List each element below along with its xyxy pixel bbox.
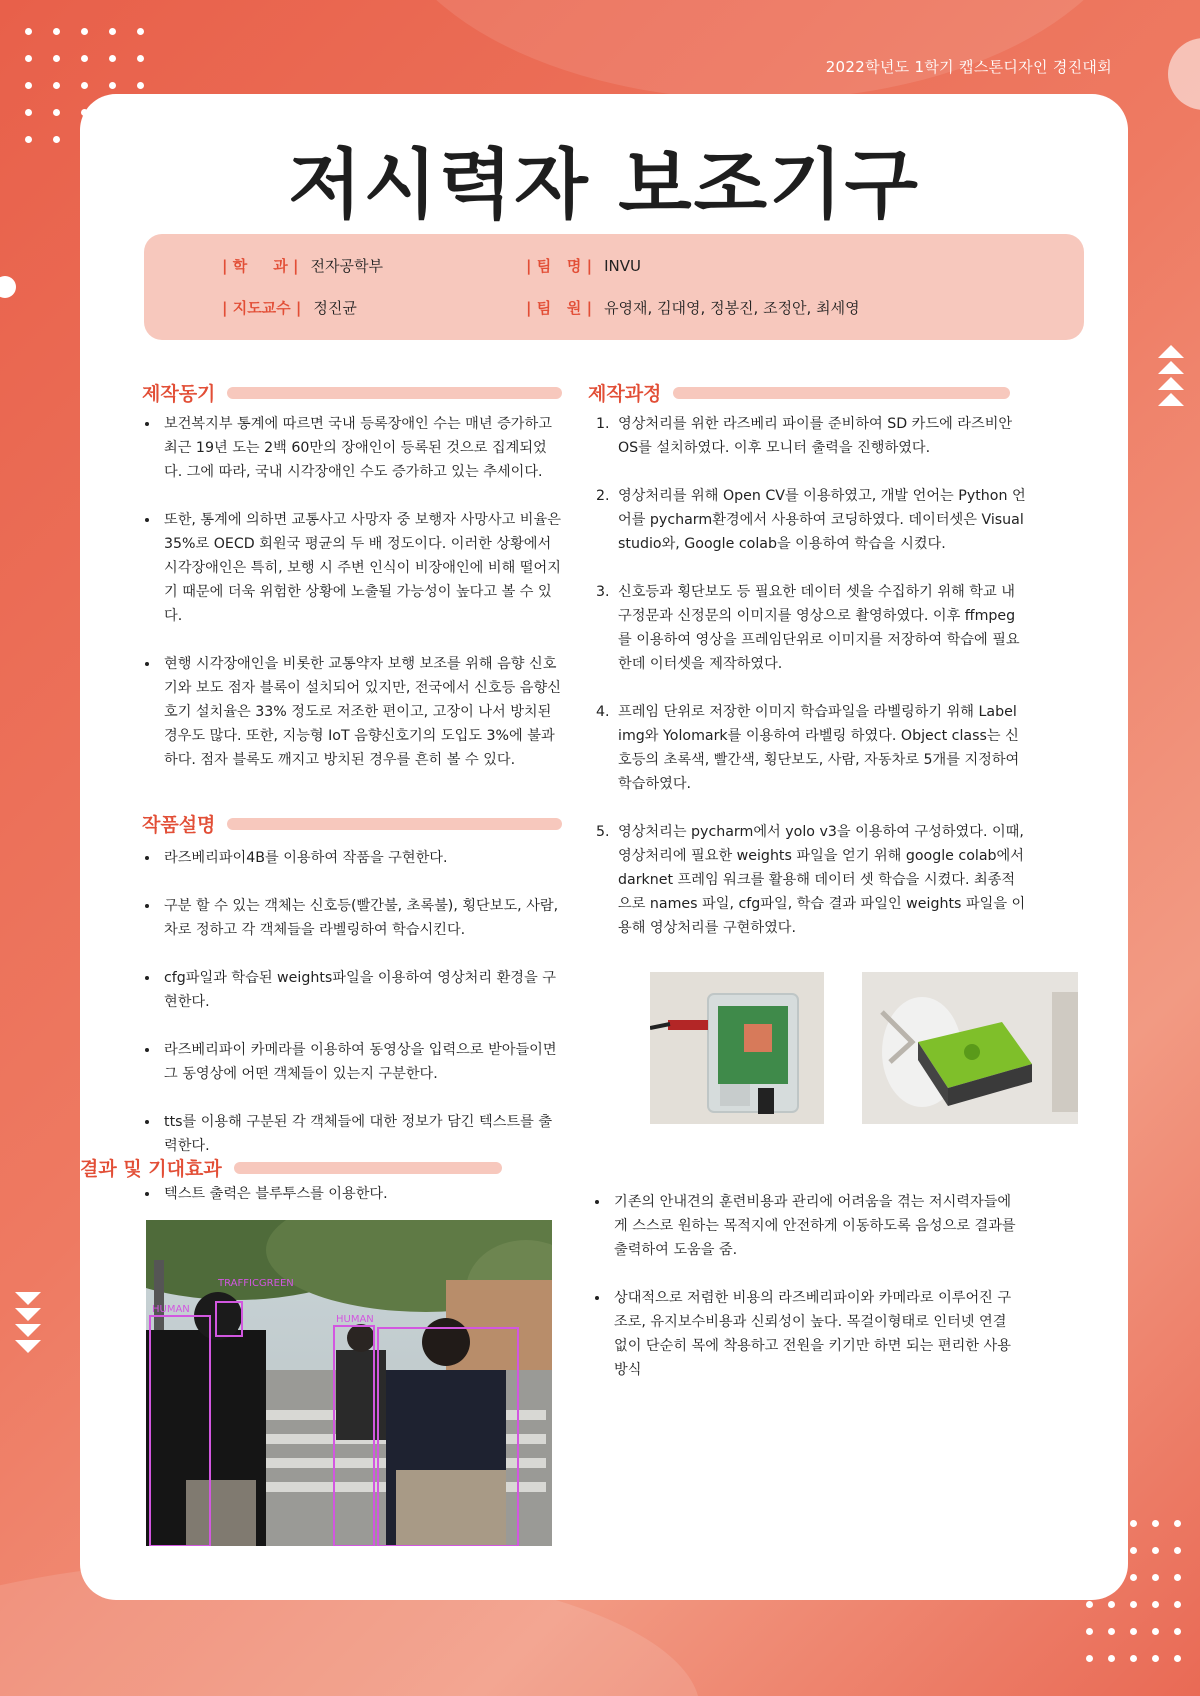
- list-item: 4. 프레임 단위로 저장한 이미지 학습파일을 라벨링하기 위해 Label img와 Yolomark를 이용하여 라벨링 하였다. Object class는 신호등의 초록색, 빨간색, 횡단보도, 사람, 자동차로 5개를 지정하여 학습하였다.: [614, 700, 1028, 796]
- info-team-members: [526, 297, 860, 318]
- decor-blob-top: [380, 0, 1140, 100]
- team-name-value: INVU: [604, 256, 641, 275]
- process-heading: [588, 379, 1010, 406]
- list-item: • 또한, 통계에 의하면 교통사고 사망자 중 보행자 사망사고 비율은 35%로 OECD 회원국 평균의 두 배 정도이다. 이러한 상황에서 시각장애인은 특히, 보행 시 주변 인식이 비장애인에 비해 떨어지기 때문에 더욱 위험한 상황에 노출될 가능성이 높다고 볼 수 있다.: [160, 508, 564, 628]
- street-crossing-image: [146, 1220, 552, 1546]
- team-name-label: | 팀 명 |: [526, 257, 593, 275]
- info-department: [222, 255, 383, 276]
- list-item: • tts를 이용해 구분된 각 객체들에 대한 정보가 담긴 텍스트를 출력한다.: [160, 1110, 564, 1158]
- department-value: 전자공학부: [310, 257, 383, 275]
- list-item: • 텍스트 출력은 블루투스를 이용한다.: [160, 1182, 564, 1206]
- advisor-value: 정진균: [313, 299, 357, 317]
- triangle-up-icon: [1156, 345, 1186, 409]
- list-item: • 구분 할 수 있는 객체는 신호등(빨간불, 초록불), 횡단보도, 사람, 차로 정하고 각 객체들을 라벨링하여 학습시킨다.: [160, 894, 564, 942]
- info-panel: [144, 234, 1084, 340]
- list-item: 1. 영상처리를 위한 라즈베리 파이를 준비하여 SD 카드에 라즈비안 OS를 설치하였다. 이후 모니터 출력을 진행하였다.: [614, 412, 1028, 460]
- heading-bar: [673, 387, 1010, 399]
- description-heading: [142, 810, 562, 837]
- raspberry-pi-board-photo: [650, 972, 824, 1124]
- motivation-heading-text: 제작동기: [142, 383, 216, 405]
- description-heading-text: 작품설명: [142, 814, 216, 836]
- poster-card: [80, 94, 1128, 1600]
- list-item: • 상대적으로 저렴한 비용의 라즈베리파이와 카메라로 이루어진 구조로, 유지보수비용과 신뢰성이 높다. 목걸이형태로 인터넷 연결 없이 단순히 목에 착용하고 전원을 키기만 하면 되는 편리한 사용 방식: [610, 1286, 1022, 1382]
- triangle-down-icon: [13, 1292, 43, 1356]
- list-item: 3. 신호등과 횡단보도 등 필요한 데이터 셋을 수집하기 위해 학교 내 구정문과 신정문의 이미지를 영상으로 촬영하였다. 이후 ffmpeg를 이용하여 영상을 프레임단위로 이미지를 저장하여 학습에 필요한데 이터셋을 제작하였다.: [614, 580, 1028, 676]
- detection-label: TRAFFICGREEN: [218, 1278, 294, 1289]
- list-item: • 라즈베리파이 카메라를 이용하여 동영상을 입력으로 받아들이면 그 동영상에 어떤 객체들이 있는지 구분한다.: [160, 1038, 564, 1086]
- heading-bar: [227, 387, 562, 399]
- detection-label: HUMAN: [336, 1314, 374, 1325]
- list-item: • 기존의 안내견의 훈련비용과 관리에 어려움을 겪는 저시력자들에게 스스로 원하는 목적지에 안전하게 이동하도록 음성으로 결과를 출력하여 도움을 줌.: [610, 1190, 1022, 1262]
- motivation-heading: [142, 379, 562, 406]
- department-label: | 학 과 |: [222, 257, 299, 275]
- decor-circle-left: [0, 276, 16, 298]
- decor-circle-right: [1168, 38, 1200, 110]
- process-heading-text: 제작과정: [588, 383, 662, 405]
- team-members-value: 유영재, 김대영, 정봉진, 조정안, 최세영: [604, 299, 860, 317]
- detection-photo: [146, 1220, 552, 1546]
- results-heading-text: 결과 및 기대효과: [80, 1158, 222, 1180]
- detection-label: HUMAN: [152, 1304, 190, 1315]
- info-team-name: [526, 255, 641, 276]
- results-list: [592, 1190, 1022, 1406]
- heading-bar: [227, 818, 562, 830]
- poster-title: 저시력자 보조기구: [288, 140, 920, 229]
- info-advisor: [222, 297, 357, 318]
- event-name: 2022학년도 1학기 캡스톤디자인 경진대회: [825, 58, 1112, 76]
- raspberry-pi-board-image: [650, 972, 824, 1124]
- list-item: 2. 영상처리를 위해 Open CV를 이용하였고, 개발 언어는 Python 언어를 pycharm환경에서 사용하여 코딩하였다. 데이터셋은 Visual studio와, Google colab을 이용하여 학습을 시켰다.: [614, 484, 1028, 556]
- motivation-list: [142, 412, 564, 796]
- results-heading: [80, 1154, 502, 1181]
- device-case-image: [862, 972, 1078, 1124]
- list-item: 5. 영상처리는 pycharm에서 yolo v3을 이용하여 구성하였다. 이때, 영상처리에 필요한 weights 파일을 얻기 위해 google colab에서 darknet 프레임 워크를 활용해 데이터 셋 학습을 시켰다. 최종적으로 names 파일, cfg파일, 학습 결과 파일인 weights 파일을 이용해 영상처리를 구현하였다.: [614, 820, 1028, 940]
- list-item: • 라즈베리파이4B를 이용하여 작품을 구현한다.: [160, 846, 564, 870]
- heading-bar: [234, 1162, 502, 1174]
- list-item: • 보건복지부 통계에 따르면 국내 등록장애인 수는 매년 증가하고 최근 19년 도는 2백 60만의 장애인이 등록된 것으로 집계되었다. 그에 따라, 국내 시각장애인 수도 증가하고 있는 추세이다.: [160, 412, 564, 484]
- team-members-label: | 팀 원 |: [526, 299, 593, 317]
- device-case-photo: [862, 972, 1078, 1124]
- process-list: [588, 412, 1028, 964]
- list-item: • cfg파일과 학습된 weights파일을 이용하여 영상처리 환경을 구현한다.: [160, 966, 564, 1014]
- advisor-label: | 지도교수 |: [222, 299, 302, 317]
- list-item: • 현행 시각장애인을 비롯한 교통약자 보행 보조를 위해 음향 신호기와 보도 점자 블록이 설치되어 있지만, 전국에서 신호등 음향신호기 설치율은 33% 정도로 저조한 편이고, 고장이 나서 방치된 경우도 많다. 또한, 지능형 IoT 음향신호기의 도입도 3%에 불과하다. 점자 블록도 깨지고 방치된 경우를 흔히 볼 수 있다.: [160, 652, 564, 772]
